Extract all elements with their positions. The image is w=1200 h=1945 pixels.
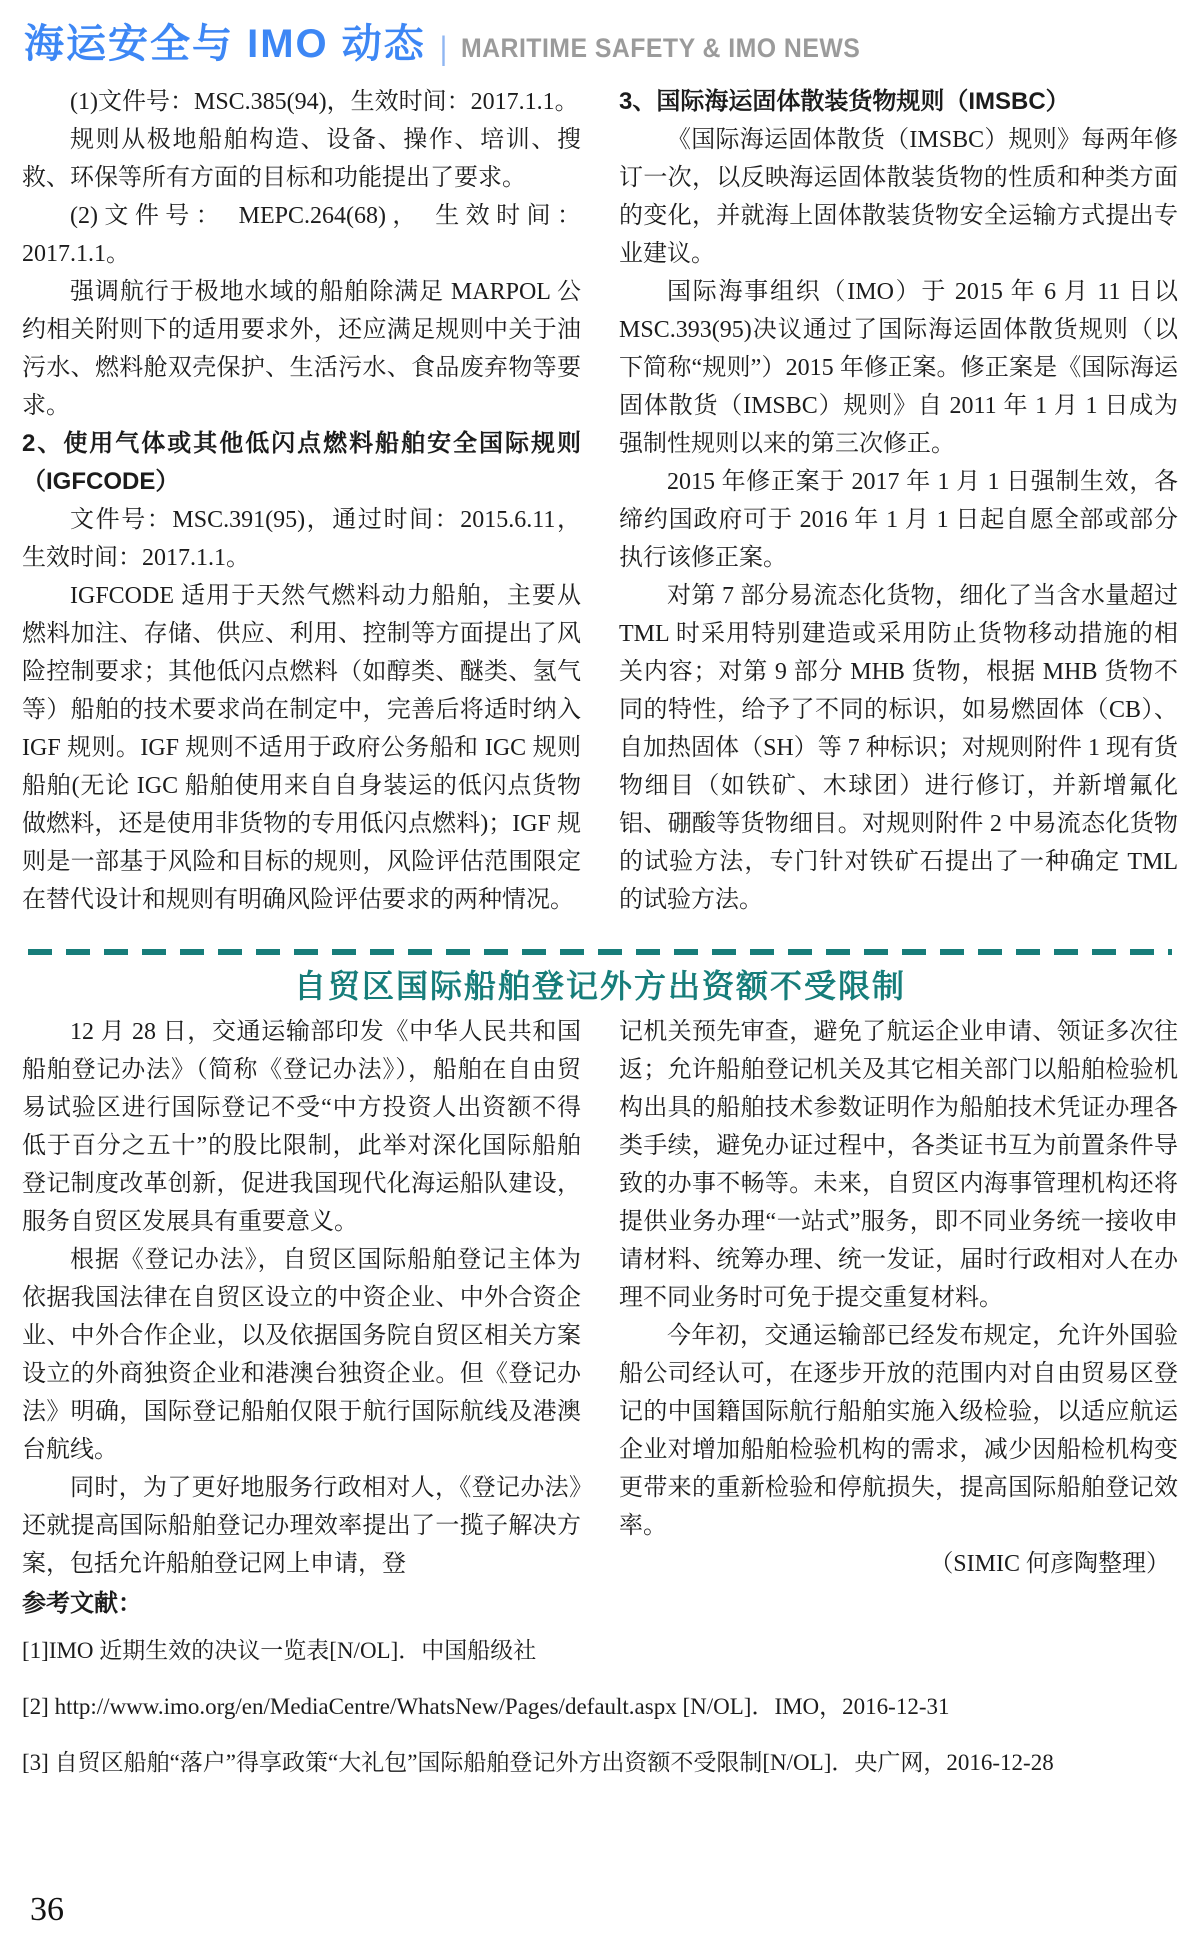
paragraph: 规则从极地船舶构造、设备、操作、培训、搜救、环保等所有方面的目标和功能提出了要求。	[22, 127, 581, 191]
column-right	[619, 83, 1178, 919]
paragraph: 2015 年修正案于 2017 年 1 月 1 日强制生效，各缔约国政府可于 2016 年 1 月 1 日起自愿全部或部分执行该修正案。	[619, 469, 1178, 571]
paragraph: 根据《登记办法》，自贸区国际船舶登记主体为依据我国法律在自贸区设立的中资企业、中外合资企业、中外合作企业，以及依据国务院自贸区相关方案设立的外商独资企业和港澳台独资企业。但《登记办法》明确，国际登记船舶仅限于航行国际航线及港澳台航线。	[22, 1247, 581, 1463]
header-divider-bar: |	[439, 30, 448, 67]
dashed-divider	[28, 949, 1172, 955]
section-imo-news	[0, 83, 1200, 919]
references	[0, 1583, 1200, 1780]
section-ftz-article	[0, 1013, 1200, 1583]
paragraph: (1)文件号：MSC.385(94)，生效时间：2017.1.1。	[70, 89, 579, 115]
header-title-cn: 海运安全与 IMO 动态	[24, 22, 426, 66]
article-title: 自贸区国际船舶登记外方出资额不受限制	[293, 968, 906, 1004]
paragraph: 《国际海运固体散货（IMSBC）规则》每两年修订一次，以反映海运固体散装货物的性质和种类方面的变化，并就海上固体散装货物安全运输方式提出专业建议。	[619, 127, 1178, 267]
paragraph: 文件号：MSC.391(95)，通过时间：2015.6.11，生效时间：2017.1.1。	[22, 507, 581, 571]
page-header	[0, 0, 1200, 69]
section-heading-imsbc: 3、国际海运固体散装货物规则（IMSBC）	[619, 88, 1070, 115]
paragraph: 国际海事组织（IMO）于 2015 年 6 月 11 日以 MSC.393(95)决议通过了国际海运固体散货规则（以下简称“规则”）2015 年修正案。修正案是《国际海运固体散货（IMSBC）规则》自 2011 年 1 月 1 日成为强制性规则以来的第三次修正。	[619, 279, 1178, 457]
paragraph: 今年初，交通运输部已经发布规定，允许外国验船公司经认可，在逐步开放的范围内对自由贸易区登记的中国籍国际航行船舶实施入级检验，以适应航运企业对增加船舶检验机构的需求，减少因船检机构变更带来的重新检验和停航损失，提高国际船舶登记效率。	[619, 1323, 1178, 1539]
paragraph: 对第 7 部分易流态化货物，细化了当含水量超过 TML 时采用特别建造或采用防止货物移动措施的相关内容；对第 9 部分 MHB 货物，根据 MHB 货物不同的特性，给予了不同的标识，如易燃固体（CB）、自加热固体（SH）等 7 种标识；对规则附件 1 现有货物细目（如铁矿、木球团）进行修订，并新增氟化铝、硼酸等货物细目。对规则附件 2 中易流态化货物的试验方法，专门针对铁矿石提出了一种确定 TML 的试验方法。	[619, 583, 1178, 913]
column-left	[22, 1013, 581, 1583]
page-number: 36	[30, 1891, 64, 1928]
paragraph: IGFCODE 适用于天然气燃料动力船舶，主要从燃料加注、存储、供应、利用、控制等方面提出了风险控制要求；其他低闪点燃料（如醇类、醚类、氢气等）船舶的技术要求尚在制定中，完善后将适时纳入 IGF 规则。IGF 规则不适用于政府公务船和 IGC 规则船舶(无论 IGC 船舶使用来自自身装运的低闪点货物做燃料，还是使用非货物的专用低闪点燃料)；IGF 规则是一部基于风险和目标的规则，风险评估范围限定在替代设计和规则有明确风险评估要求的两种情况。	[22, 583, 581, 913]
paragraph: (2)文件号： MEPC.264(68)， 生效时间：2017.1.1。	[22, 203, 581, 267]
paragraph: 强调航行于极地水域的船舶除满足 MARPOL 公约相关附则下的适用要求外，还应满足规则中关于油污水、燃料舱双壳保护、生活污水、食品废弃物等要求。	[22, 279, 581, 419]
paragraph: 记机关预先审查，避免了航运企业申请、领证多次往返；允许船舶登记机关及其它相关部门以船舶检验机构出具的船舶技术参数证明作为船舶技术凭证办理各类手续，避免办证过程中，各类证书互为前置条件导致的办事不畅等。未来，自贸区内海事管理机构还将提供业务办理“一站式”服务，即不同业务统一接收申请材料、统筹办理、统一发证，届时行政相对人在办理不同业务时可免于提交重复材料。	[619, 1019, 1178, 1311]
reference-item: [3] 自贸区船舶“落户”得享政策“大礼包”国际船舶登记外方出资额不受限制[N/OL]．央广网，2016-12-28	[22, 1750, 1054, 1775]
reference-item: [1]IMO 近期生效的决议一览表[N/OL]．中国船级社	[22, 1638, 537, 1663]
column-right	[619, 1013, 1178, 1583]
byline: （SIMIC 何彦陶整理）	[929, 1551, 1170, 1577]
header-title-en: MARITIME SAFETY & IMO NEWS	[461, 33, 861, 63]
reference-item: [2] http://www.imo.org/en/MediaCentre/WhatsNew/Pages/default.aspx [N/OL]．IMO，2016-12-31	[22, 1694, 950, 1719]
references-heading: 参考文献：	[22, 1590, 142, 1617]
paragraph: 同时，为了更好地服务行政相对人，《登记办法》还就提高国际船舶登记办理效率提出了一揽子解决方案，包括允许船舶登记网上申请，登	[22, 1475, 581, 1577]
column-left	[22, 83, 581, 919]
section-heading-igfcode: 2、使用气体或其他低闪点燃料船舶安全国际规则（IGFCODE）	[22, 430, 581, 495]
paragraph: 12 月 28 日，交通运输部印发《中华人民共和国船舶登记办法》（简称《登记办法》），船舶在自由贸易试验区进行国际登记不受“中方投资人出资额不得低于百分之五十”的股比限制，此举对深化国际船舶登记制度改革创新，促进我国现代化海运船队建设，服务自贸区发展具有重要意义。	[22, 1019, 581, 1235]
